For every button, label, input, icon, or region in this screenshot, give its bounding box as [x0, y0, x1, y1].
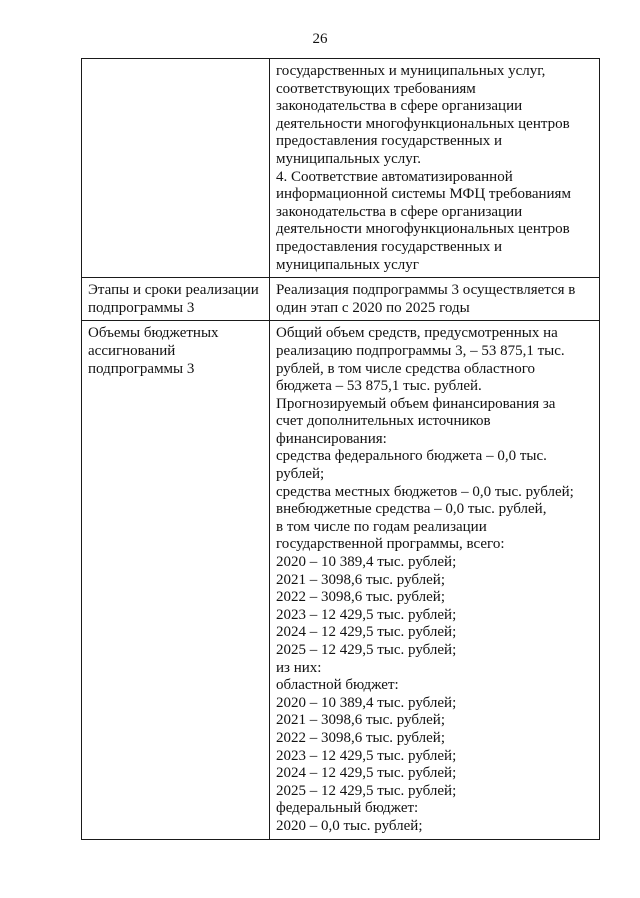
row-content-line: из них: [276, 659, 322, 676]
row-content-line: областной бюджет: [276, 677, 399, 694]
row-content-line: 2022 – 3098,6 тыс. рублей; [276, 589, 445, 606]
row-content-line: средства местных бюджетов – 0,0 тыс. рублей; [276, 483, 574, 500]
table-row [82, 278, 600, 321]
row-content-line: муниципальных услуг. [276, 150, 421, 167]
row-label-line: Этапы и сроки реализации [88, 282, 259, 299]
row-content-line: бюджета – 53 875,1 тыс. рублей. [276, 378, 482, 395]
row-content-line: Реализация подпрограммы 3 осуществляется в [276, 282, 576, 299]
row-content-line: 2023 – 12 429,5 тыс. рублей; [276, 747, 457, 764]
row-content-cell [270, 278, 600, 321]
row-label-line: подпрограммы 3 [88, 360, 195, 377]
row-content-line: деятельности многофункциональных центров [276, 115, 570, 132]
row-content-line: Прогнозируемый объем финансирования за [276, 395, 556, 412]
row-content-line: 2021 – 3098,6 тыс. рублей; [276, 712, 445, 729]
table-body [82, 59, 600, 840]
row-content-line: предоставления государственных и [276, 133, 503, 150]
row-content-line: законодательства в сфере организации [276, 203, 523, 220]
row-content-line: финансирования: [276, 430, 387, 447]
subprogram-passport-table [81, 58, 600, 840]
row-label-cell [82, 321, 270, 839]
row-content-line: деятельности многофункциональных центров [276, 221, 570, 238]
row-content-line: внебюджетные средства – 0,0 тыс. рублей, [276, 501, 547, 518]
row-content-line: 2024 – 12 429,5 тыс. рублей; [276, 624, 457, 641]
row-content-line: Общий объем средств, предусмотренных на [276, 325, 558, 342]
row-content-line: предоставления государственных и [276, 238, 503, 255]
table-row [82, 59, 600, 278]
row-content-line: 4. Соответствие автоматизированной [276, 168, 513, 185]
row-content-cell [270, 321, 600, 839]
row-content-line: один этап с 2020 по 2025 годы [276, 299, 470, 316]
row-label-line: ассигнований [88, 342, 176, 359]
row-label-line: Объемы бюджетных [88, 325, 219, 342]
row-content-line: 2025 – 12 429,5 тыс. рублей; [276, 642, 457, 658]
row-content-line: рублей; [276, 466, 325, 483]
row-content-line: муниципальных услуг [276, 256, 419, 273]
row-content-line: 2020 – 10 389,4 тыс. рублей; [276, 694, 457, 711]
row-label-cell [82, 278, 270, 321]
row-label-line: подпрограммы 3 [88, 299, 195, 316]
row-content-line: счет дополнительных источников [276, 413, 491, 430]
row-content-line: средства федерального бюджета – 0,0 тыс. [276, 448, 547, 465]
row-content-line: федеральный бюджет: [276, 800, 419, 817]
row-content-line: 2020 – 10 389,4 тыс. рублей; [276, 554, 457, 571]
row-content-line: государственных и муниципальных услуг, [276, 63, 546, 79]
row-content-line: информационной системы МФЦ требованиям [276, 186, 571, 203]
table-row [82, 321, 600, 839]
row-content-line: соответствующих требованиям [276, 80, 476, 97]
row-content-line: государственной программы, всего: [276, 536, 505, 553]
row-content-line: законодательства в сфере организации [276, 98, 523, 115]
row-content-line: в том числе по годам реализации [276, 518, 487, 535]
row-content-cell [270, 59, 600, 278]
row-content-line: реализацию подпрограммы 3, – 53 875,1 тыс. [276, 342, 565, 359]
row-content-line: 2022 – 3098,6 тыс. рублей; [276, 729, 445, 746]
row-content-line: 2020 – 0,0 тыс. рублей; [276, 817, 423, 834]
row-content-line: рублей, в том числе средства областного [276, 360, 535, 377]
row-content-line: 2024 – 12 429,5 тыс. рублей; [276, 765, 457, 782]
row-content-line: 2023 – 12 429,5 тыс. рублей; [276, 606, 457, 623]
row-content-line: 2025 – 12 429,5 тыс. рублей; [276, 782, 457, 799]
page-number: 26 [312, 31, 328, 47]
row-label-cell [82, 59, 270, 278]
row-content-line: 2021 – 3098,6 тыс. рублей; [276, 571, 445, 588]
